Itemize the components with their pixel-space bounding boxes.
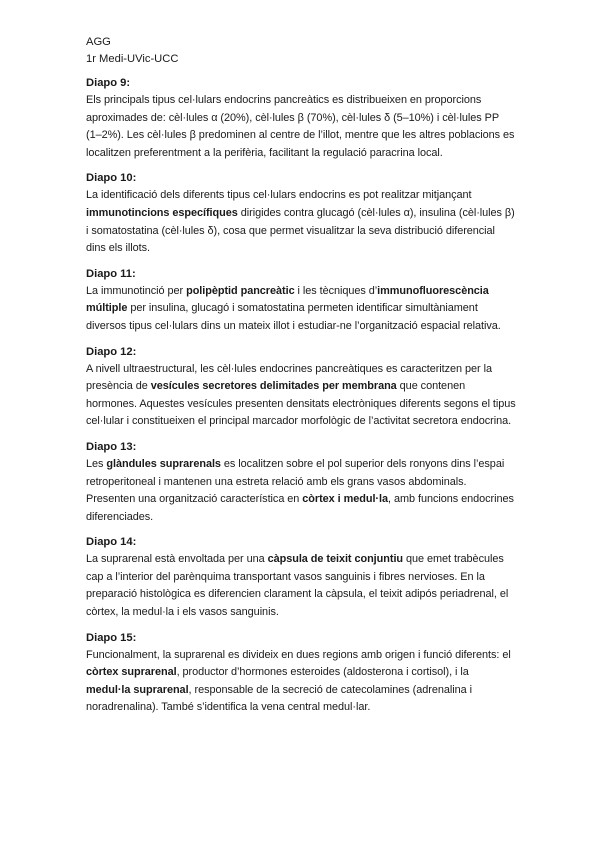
section-body xyxy=(86,647,516,717)
body-text: que emet trabècules cap a l’interior del parènquima transportant vasos sanguinis i fibres nervioses. En la preparació histològica es diferencien clarament la càpsula, el teixit adipós periadrenal, el còrtex, la medul·la i els vasos sanguinis. xyxy=(86,553,509,619)
document-header xyxy=(86,34,516,67)
section-title: Diapo 11: xyxy=(86,267,136,280)
section-diapo-9 xyxy=(86,75,516,162)
section-body xyxy=(86,92,516,162)
section-diapo-15 xyxy=(86,630,516,717)
body-emphasis: còrtex i medul·la xyxy=(302,493,388,506)
section-body xyxy=(86,283,516,336)
section-diapo-13 xyxy=(86,439,516,526)
body-text: , responsable de la secreció de catecolamines (adrenalina i noradrenalina). També s’identifica la vena central medul·lar. xyxy=(86,683,472,714)
body-emphasis: glàndules suprarenals xyxy=(106,457,221,470)
body-text: que contenen hormones. Aquestes vesícules presenten densitats electròniques diferents segons el tipus cel·lular i constitueixen el principal marcador morfològic de l’activitat secretora endocrina. xyxy=(86,380,516,428)
body-text: , amb funcions endocrines diferenciades. xyxy=(86,493,514,523)
body-emphasis: medul·la suprarenal xyxy=(86,683,189,696)
body-emphasis: immunotincions específiques xyxy=(86,206,238,219)
body-emphasis: càpsula de teixit conjuntiu xyxy=(267,553,404,566)
course-name: 1r Medi-UVic-UCC xyxy=(86,52,179,65)
section-body xyxy=(86,187,516,257)
body-text: La identificació dels diferents tipus cel·lulars endocrins es pot realitzar mitjançant xyxy=(86,189,472,202)
section-body xyxy=(86,361,516,431)
section-body xyxy=(86,456,516,526)
section-title: Diapo 14: xyxy=(86,536,137,549)
body-text: Les xyxy=(86,457,107,470)
section-title: Diapo 12: xyxy=(86,345,137,358)
body-text: Els principals tipus cel·lulars endocrins pancreàtics es distribueixen en proporcions aproximades de: cèl·lules α (20%), cèl·lules β (70%), cèl·lules δ (5–10%) i cèl·lules PP (1–2%). Les cèl·lules β predominen al centre de l’illot, mentre que les altres poblacions es localitzen preferentment a la perifèria, facilitant la regulació paracrina local. xyxy=(86,94,515,159)
body-text: per insulina, glucagó i somatostatina permeten identificar simultàniament diversos tipus cel·lulars dins un mateix illot i estudiar-ne l’organització espacial relativa. xyxy=(86,302,501,332)
document-page xyxy=(86,34,516,717)
body-text: es localitzen sobre el pol superior dels ronyons dins l’espai retroperitoneal i mantenen una estreta relació amb els grans vasos abdominals. Presenten una organització característica en xyxy=(86,457,505,506)
body-text: Funcionalment, la suprarenal es divideix en dues regions amb origen i funció diferents: el xyxy=(86,648,511,661)
body-text: dirigides contra glucagó (cèl·lules α), insulina (cèl·lules β) i somatostatina (cèl·lules δ), cosa que permet visualitzar la seva distribució diferencial dins els illots. xyxy=(86,206,515,255)
body-emphasis: polipèptid pancreàtic xyxy=(186,284,295,297)
body-text: La immunotinció per xyxy=(86,284,187,297)
body-text: , productor d’hormones esteroides (aldosterona i cortisol), i la xyxy=(176,666,469,679)
section-title: Diapo 13: xyxy=(86,440,137,453)
body-text: La suprarenal està envoltada per una xyxy=(86,553,268,566)
section-diapo-12 xyxy=(86,344,516,431)
section-diapo-14 xyxy=(86,534,516,621)
body-text: i les tècniques d’ xyxy=(294,284,378,297)
body-emphasis: immunofluorescència múltiple xyxy=(86,284,489,315)
section-diapo-11 xyxy=(86,266,516,336)
section-title: Diapo 10: xyxy=(86,172,137,185)
body-text: A nivell ultraestructural, les cèl·lules endocrines pancreàtiques es caracteritzen per la presència de xyxy=(86,362,492,393)
section-title: Diapo 9: xyxy=(86,77,131,89)
section-title: Diapo 15: xyxy=(86,631,137,644)
body-emphasis: còrtex suprarenal xyxy=(86,666,177,679)
section-diapo-10 xyxy=(86,170,516,257)
body-emphasis: vesícules secretores delimitades per membrana xyxy=(150,380,397,393)
section-body xyxy=(86,551,516,621)
author-initials: AGG xyxy=(86,36,111,48)
